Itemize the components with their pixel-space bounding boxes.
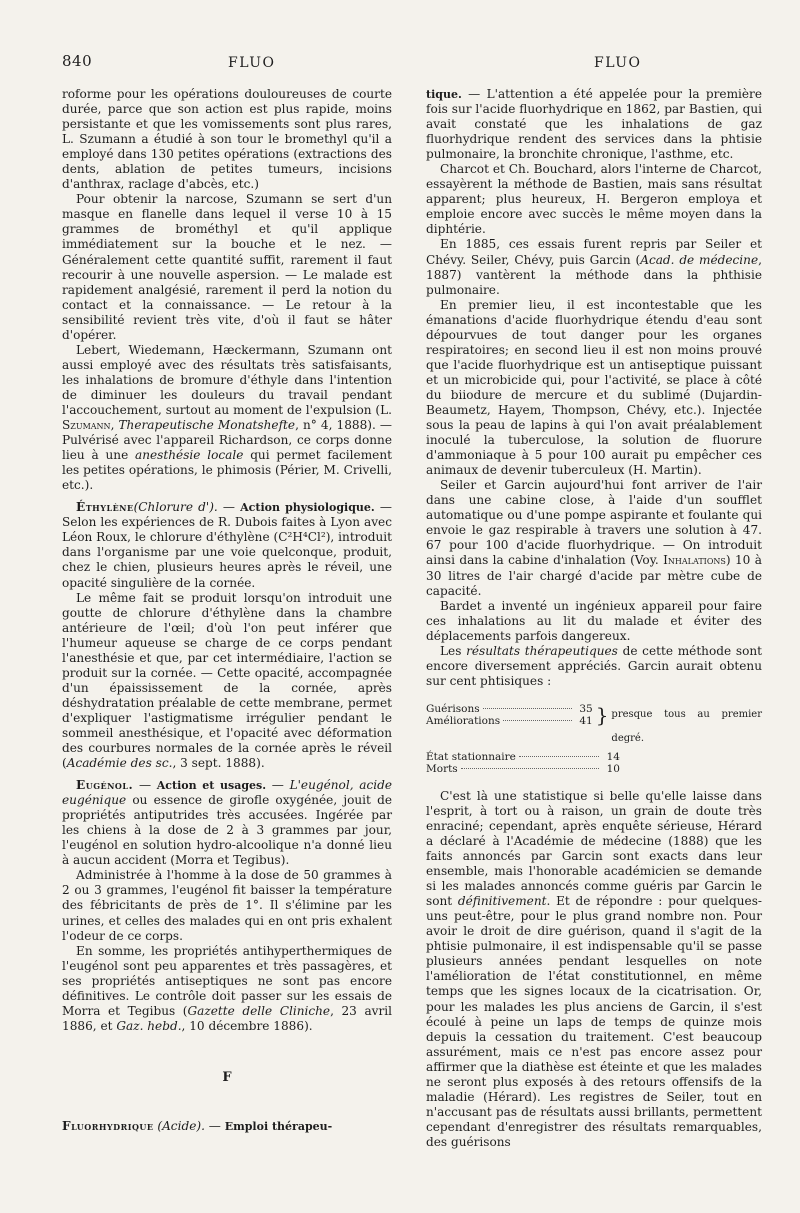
stats-label: Guérisons	[426, 702, 480, 715]
text: ) 10 à 30 litres de l'air chargé d'acide par mètre cube de capacité.	[426, 553, 762, 598]
stats-row	[426, 763, 620, 775]
entry-subheading: tique.	[426, 88, 462, 101]
paragraph	[426, 478, 762, 598]
paragraph	[62, 343, 392, 493]
paragraph	[426, 789, 762, 1150]
paragraph: Administrée à l'homme à la dose de 50 grammes à 2 ou 3 grammes, l'eugénol fit baisser la température des fébricitants de près de 1°. Il s'élimine par les urines, et celles des malades qui en ont pris exhalent l'odeur de ce corps.	[62, 868, 392, 943]
term: anesthésie locale	[135, 448, 244, 463]
stats-group	[426, 703, 762, 751]
stats-value: 14	[606, 750, 620, 763]
text: —	[133, 778, 157, 793]
term: résultats thérapeutiques	[466, 643, 618, 658]
stats-label: Améliorations	[426, 714, 501, 727]
journal-title: Gaz. hebd.	[116, 1018, 182, 1033]
text: —	[204, 1118, 225, 1133]
reference: Académie des sc.	[66, 756, 173, 771]
text: , 1887) vantèrent la méthode dans la phthisie pulmonaire.	[426, 252, 762, 297]
entry-subheading: Action et usages.	[156, 779, 267, 793]
entry-subheading: Emploi thérapeu-	[224, 1119, 333, 1133]
text: Les	[440, 643, 467, 658]
stats-label: Morts	[426, 762, 458, 775]
text: En somme, les propriétés antihyperthermiques de l'eugénol sont peu apparentes et très passagères, et ses propriétés antiseptiques ne sont pas encore définitives. Le contrôle doit passer sur les essais de Morra et Tegibus (	[62, 943, 392, 1018]
page-number: 840	[62, 52, 93, 70]
brace-icon: }	[595, 702, 609, 727]
author-name: Szumann	[62, 418, 111, 433]
stats-row	[426, 715, 593, 727]
paragraph: Pour obtenir la narcose, Szumann se sert d'un masque en flanelle dans lequel il verse 10 à 15 grammes de brométhyl et qu'il applique immédiatement sur la bouche et le nez. — Généralement cette quantité suffit, rarement il faut recourir à une nouvelle aspersion. — Le malade est rapidement analgésié, rarement il perd la notion du contact et la connaissance. — Le retour à la sensibilité revient très vite, d'où il faut se hâter d'opérer.	[62, 192, 392, 342]
paragraph: En premier lieu, il est incontestable que les émanations d'acide fluorhydrique étendu d'eau sont dépourvues de tout danger pour les organes respiratoires; en second lieu il est non moins prouvé que l'acide fluorhydrique est un antiseptique puissant et un microbicide qui, pour l'activité, se place à côté du biiodure de mercure et du sublimé (Dujardin-Beaumetz, Hayem, Thompson, Chévy, etc.). Injectée sous la peau de lapins à qui l'on avait préalablement inoculé la tuberculose, la solution de fluorure d'ammoniaque à 5 pour 100 aurait pu empêcher ces animaux de devenir tuberculeux (H. Martin).	[426, 297, 762, 478]
text: —	[217, 500, 241, 515]
term: L'eugénol, acide eugénique	[62, 778, 392, 808]
text: — L'attention a été appelée pour la première fois sur l'acide fluorhydrique en 1862, par Bastien, qui avait constaté que les inhalations de gaz fluorhydrique rendent des services dans la phtisie pulmonaire, la bronchite chronique, l'asthme, etc.	[426, 87, 762, 162]
entry-headword: Eugénol.	[76, 778, 134, 793]
text: . Et de répondre : pour quelques-uns peut-être, pour le plus grand nombre non. Pour avoir le droit de dire guérison, quand il s'agit de la phtisie pulmonaire, il est indispensable qu'il se passe plusieurs années pendant lesquelles on note l'amélioration de l'état constitutionnel, en même temps que les signes locaux de la cicatrisation. Or, pour les malades les plus anciens de Garcin, il s'est écoulé à peine un laps de temps de quinze mois depuis la cessation du traitement. C'est beaucoup assurément, mais ce n'est pas encore assez pour affirmer que la diathèse est éteinte et que les malades ne seront plus exposés à des retours offensifs de la maladie (Hérard). Les registres de Seiler, tout en n'accusant pas de résultats aussi brillants, permettent cependant d'enregistrer des résultats remarquables, des guérisons	[426, 894, 762, 1149]
stats-row	[426, 703, 593, 715]
entry-qualifier: (Acide).	[153, 1118, 205, 1133]
stats-label: État stationnaire	[426, 750, 516, 763]
paragraph	[426, 237, 762, 297]
text: , 10 décembre 1886).	[181, 1018, 313, 1033]
text: , n° 4, 1888). — Pulvérisé avec l'appareil Richardson, ce corps donne lieu à une	[62, 418, 393, 463]
text: C'est là une statistique si belle qu'elle laisse dans l'esprit, à tort ou à raison, un grain de doute très enraciné; cependant, après enquête sérieuse, Hérard a déclaré à l'Académie de médecine (1888) que les faits annoncés par Garcin sont exacts dans leur ensemble, mais l'honorable académicien se demande si les malades annoncés comme guéris par Garcin le sont	[426, 788, 762, 909]
reference: Acad. de médecine	[640, 252, 759, 267]
stats-note: presque tous au premier degré.	[611, 708, 762, 744]
running-header-left: FLUO	[228, 55, 276, 71]
paragraph	[62, 591, 392, 772]
text: ou essence de girofle oxygénée, jouit de propriétés antiputrides très accusées. Ingérée par les chiens à la dose de 2 à 3 grammes par jour, l'eugénol en solution hydro-alcoolique n'a donné lieu à aucun accident (Morra et Tegibus).	[62, 793, 392, 868]
text: , 23 avril 1886, et	[62, 1003, 393, 1033]
stats-value: 35	[579, 702, 593, 715]
text: de cette méthode sont encore diversement appréciés. Garcin aurait obtenu sur cent phtisiques :	[426, 643, 762, 688]
paragraph: Bardet a inventé un ingénieux appareil pour faire ces inhalations au lit du malade et éviter des déplacements parfois dangereux.	[426, 598, 762, 643]
stats-value: 41	[579, 714, 593, 727]
text: —	[266, 778, 290, 793]
entry-qualifier: (Chlorure d').	[133, 500, 218, 515]
term: définitivement	[457, 894, 547, 909]
statistics-table	[426, 703, 762, 775]
text: Lebert, Wiedemann, Hæckermann, Szumann ont aussi employé avec des résultats très satisfaisants, les inhalations de bromure d'éthyle dans l'intention de diminuer les douleurs du travail pendant l'accouchement, surtout au moment de l'expulsion (L.	[62, 342, 392, 417]
entry-eugenol	[62, 778, 392, 868]
left-column	[62, 87, 392, 1134]
section-letter: F	[222, 1069, 232, 1085]
text: Seiler et Garcin aujourd'hui font arriver de l'air dans une cabine close, à l'aide d'un soufflet automatique ou d'une pompe aspirante et foulante qui envoie le gaz respirable à travers une solution à 47. 67 pour 100 d'acide fluorhydrique. — On introduit ainsi dans la cabine d'inhalation (Voy.	[426, 478, 762, 568]
text: , 3 sept. 1888).	[172, 756, 265, 771]
stats-row	[426, 751, 620, 763]
text: ,	[110, 418, 119, 433]
entry-headword: Éthylène	[76, 500, 134, 515]
paragraph	[426, 644, 762, 689]
paragraph	[62, 944, 392, 1034]
entry-fluorhydrique	[62, 1119, 392, 1134]
entry-headword: Fluorhydrique	[62, 1118, 154, 1133]
running-header-right: FLUO	[594, 55, 642, 71]
text: Le même fait se produit lorsqu'on introduit une goutte de chlorure d'éthylène dans la chambre antérieure de l'œil; d'où l'on peut inférer que l'humeur aqueuse se charge de ce corps pendant l'anesthésie et que, par cet intermédiaire, l'action se produit sur la cornée. — Cette opacité, accompagnée d'un épaississement de la cornée, après déshydratation préalable de cette membrane, permet d'expliquer l'astigmatisme irrégulier pendant le sommeil anesthésique, et l'opacité avec déformation des courbures normales de la cornée après le réveil (	[62, 590, 392, 771]
cross-reference: Inhalations	[663, 553, 726, 568]
stats-value: 10	[606, 762, 620, 775]
text: En 1885, ces essais furent repris par Seiler et Chévy. Seiler, Chévy, puis Garcin (	[426, 237, 762, 267]
text: — Selon les expériences de R. Dubois faites à Lyon avec Léon Roux, le chlorure d'éthylène (C²H⁴Cl²), introduit dans l'organisme par une voie quelconque, produit, chez le chien, plusieurs heures après le réveil, une opacité singulière de la cornée.	[62, 500, 392, 590]
journal-title: Therapeutische Monatshefte	[118, 418, 296, 433]
entry-subheading: Action physiologique.	[240, 501, 375, 515]
entry-ethylene	[62, 500, 392, 590]
right-column	[426, 87, 762, 1150]
text: qui permet facilement les petites opérations, le phimosis (Périer, M. Crivelli, etc.).	[62, 448, 392, 493]
paragraph	[426, 87, 762, 162]
paragraph: roforme pour les opérations douloureuses de courte durée, parce que son action est plus rapide, moins persistante et que les vomissements sont plus rares, L. Szumann a étudié à son tour le bromethyl qu'il a employé dans 130 petites opérations (extractions des dents, ablation de petites tumeurs, incisions d'anthrax, raclage d'abcès, etc.)	[62, 87, 392, 192]
paragraph: Charcot et Ch. Bouchard, alors l'interne de Charcot, essayèrent la méthode de Bastien, mais sans résultat apparent; plus heureux, H. Bergeron employa et emploie encore avec succès le même moyen dans la diphtérie.	[426, 162, 762, 237]
journal-title: Gazette delle Cliniche	[187, 1003, 331, 1018]
